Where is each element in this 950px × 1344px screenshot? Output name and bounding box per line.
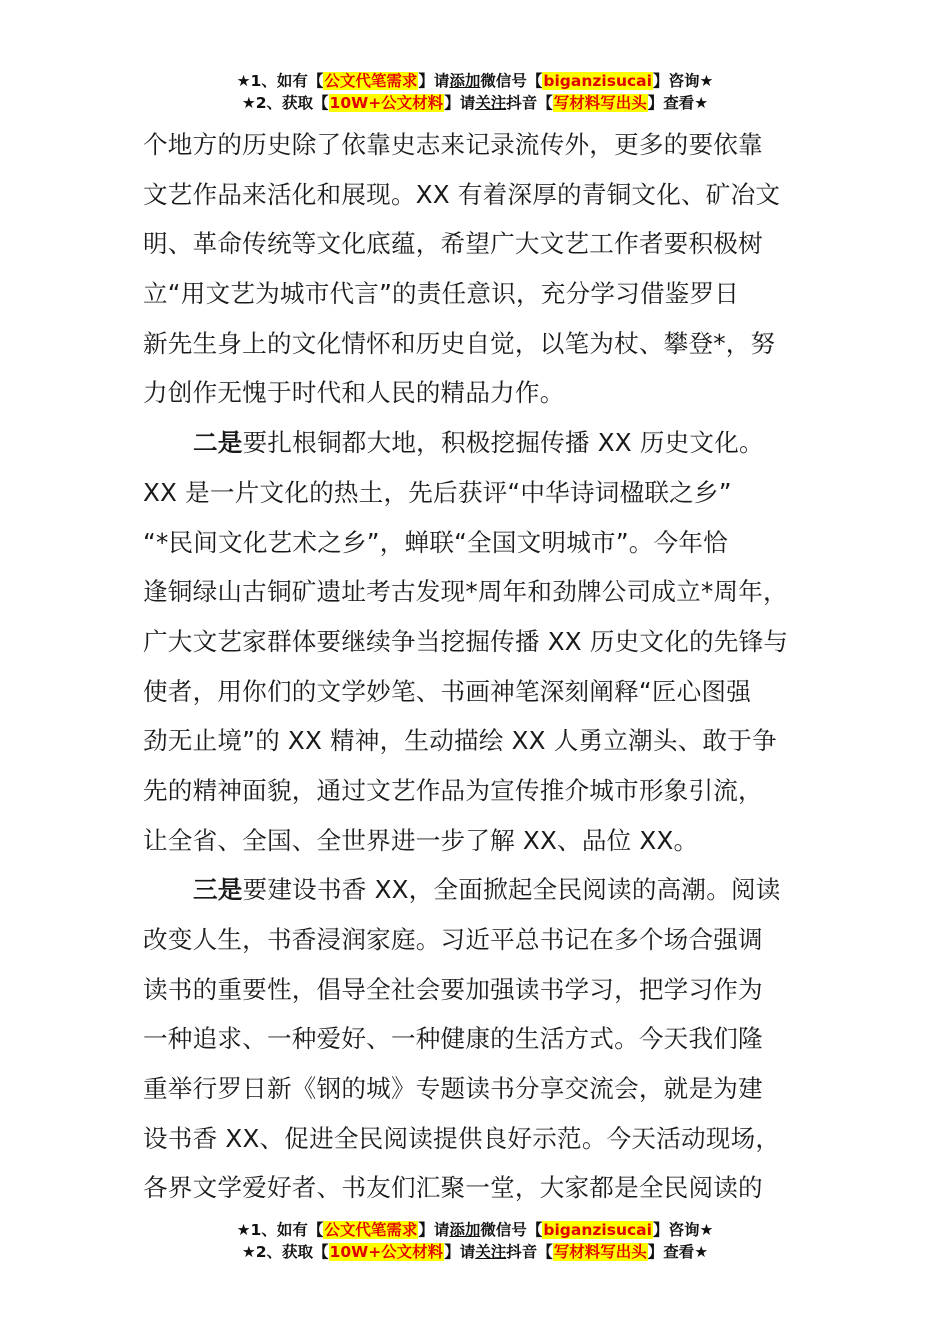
text-line: 读书的重要性，倡导全社会要加强读书学习，把学习作为 bbox=[143, 974, 763, 1004]
paragraph-1 bbox=[143, 120, 843, 418]
paragraph-lead: 二是 bbox=[193, 428, 243, 458]
banner-highlight: 写材料写出头 bbox=[553, 1243, 647, 1261]
banner-highlight: 公文代笔需求 bbox=[324, 72, 418, 90]
banner-line-2 bbox=[0, 1241, 950, 1263]
banner-text: 】请 bbox=[418, 72, 450, 90]
banner-text: 微信号【 bbox=[480, 72, 543, 90]
paragraph-lead: 三是 bbox=[193, 875, 243, 905]
footer-banner bbox=[0, 1219, 950, 1263]
text-line: “*民间文化艺术之乡”，蝉联“全国文明城市”。今年恰 bbox=[143, 527, 728, 557]
banner-underlined: 关注 bbox=[475, 94, 507, 112]
text-line: 力创作无愧于时代和人民的精品力作。 bbox=[143, 378, 565, 408]
text-line: 文艺作品来活化和展现。XX 有着深厚的青铜文化、矿冶文 bbox=[143, 179, 781, 209]
text-line: 设书香 XX、促进全民阅读提供良好示范。今天活动现场， bbox=[143, 1123, 781, 1153]
banner-text: 】查看★ bbox=[647, 1243, 709, 1261]
banner-text: 抖音【 bbox=[506, 94, 553, 112]
text-line: 使者，用你们的文学妙笔、书画神笔深刻阐释“匠心图强 bbox=[143, 676, 751, 706]
text-line: 新先生身上的文化情怀和历史自觉，以笔为杖、攀登*，努 bbox=[143, 328, 776, 358]
banner-text: 】请 bbox=[418, 1221, 450, 1239]
text-line: 各界文学爱好者、书友们汇聚一堂，大家都是全民阅读的 bbox=[143, 1173, 763, 1203]
banner-underlined: 关注 bbox=[475, 1243, 507, 1261]
text-line: XX 是一片文化的热土，先后获评“中华诗词楹联之乡” bbox=[143, 477, 732, 507]
banner-highlight: 10W+公文材料 bbox=[329, 94, 444, 112]
paragraph-3 bbox=[143, 865, 843, 1213]
banner-line-2 bbox=[0, 92, 950, 114]
banner-line-1 bbox=[0, 70, 950, 92]
banner-text: ★2、获取【 bbox=[241, 1243, 329, 1261]
banner-highlight: 写材料写出头 bbox=[553, 94, 647, 112]
banner-text: ★1、如有【 bbox=[236, 72, 324, 90]
banner-line-1 bbox=[0, 1219, 950, 1241]
paragraph-2 bbox=[143, 418, 843, 865]
banner-text: ★1、如有【 bbox=[236, 1221, 324, 1239]
banner-highlight: 公文代笔需求 bbox=[324, 1221, 418, 1239]
banner-highlight: 10W+公文材料 bbox=[329, 1243, 444, 1261]
text-line: 劲无止境”的 XX 精神，生动描绘 XX 人勇立潮头、敢于争 bbox=[143, 726, 777, 756]
text-line: 逢铜绿山古铜矿遗址考古发现*周年和劲牌公司成立*周年， bbox=[143, 577, 788, 607]
banner-underlined: 添加 bbox=[449, 1221, 481, 1239]
text-line: 立“用文艺为城市代言”的责任意识，充分学习借鉴罗日 bbox=[143, 279, 740, 309]
text-line: 重举行罗日新《钢的城》专题读书分享交流会，就是为建 bbox=[143, 1074, 763, 1104]
banner-text: ★2、获取【 bbox=[241, 94, 329, 112]
text-line: 广大文艺家群体要继续争当挖掘传播 XX 历史文化的先锋与 bbox=[143, 626, 789, 656]
banner-text: 抖音【 bbox=[506, 1243, 553, 1261]
banner-text: 】咨询★ bbox=[652, 1221, 714, 1239]
banner-highlight: biganzisucai bbox=[543, 1221, 652, 1239]
text-line: 明、革命传统等文化底蕴，希望广大文艺工作者要积极树 bbox=[143, 229, 763, 259]
banner-underlined: 添加 bbox=[449, 72, 481, 90]
text-run: 要建设书香 XX，全面掀起全民阅读的高潮。阅读 bbox=[242, 875, 781, 905]
document-body bbox=[143, 120, 843, 1213]
banner-text: 】咨询★ bbox=[652, 72, 714, 90]
banner-text: 微信号【 bbox=[480, 1221, 543, 1239]
banner-text: 】请 bbox=[444, 94, 476, 112]
text-line: 先的精神面貌，通过文艺作品为宣传推介城市形象引流， bbox=[143, 775, 763, 805]
banner-text: 】请 bbox=[444, 1243, 476, 1261]
text-run: 要扎根铜都大地，积极挖掘传播 XX 历史文化。 bbox=[242, 428, 764, 458]
header-banner bbox=[0, 70, 950, 114]
text-line: 让全省、全国、全世界进一步了解 XX、品位 XX。 bbox=[143, 825, 699, 855]
text-line: 改变人生，书香浸润家庭。习近平总书记在多个场合强调 bbox=[143, 925, 763, 954]
text-line bbox=[143, 865, 843, 915]
text-line: 个地方的历史除了依靠史志来记录流传外，更多的要依靠 bbox=[143, 130, 763, 159]
banner-text: 】查看★ bbox=[647, 94, 709, 112]
text-line: 一种追求、一种爱好、一种健康的生活方式。今天我们隆 bbox=[143, 1024, 763, 1054]
banner-highlight: biganzisucai bbox=[543, 72, 652, 90]
text-line bbox=[143, 418, 843, 468]
